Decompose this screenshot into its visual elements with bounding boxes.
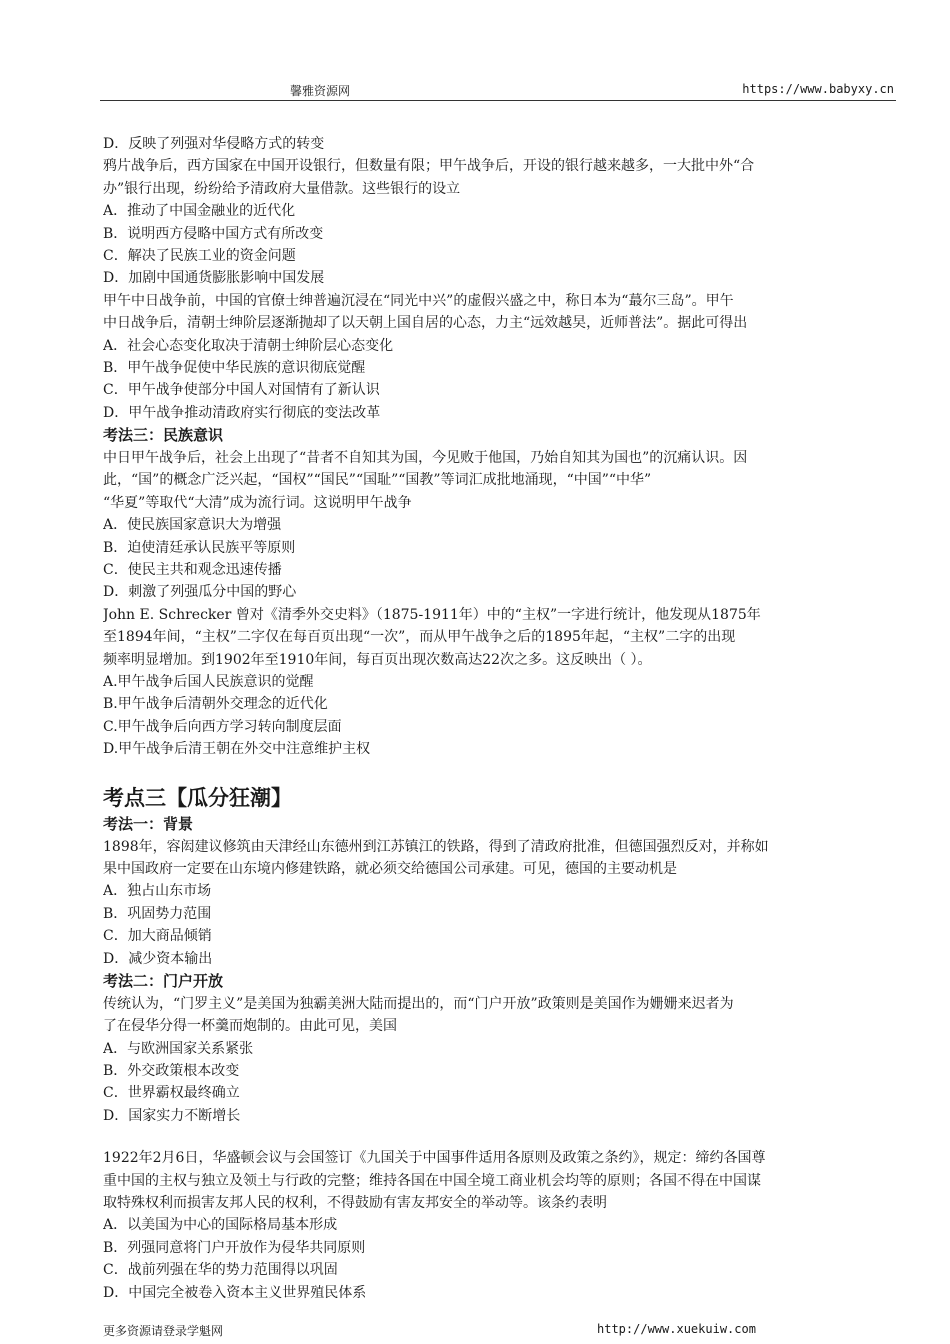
text-line: C.甲午战争后向西方学习转向制度层面	[103, 718, 342, 735]
text-line: B．迫使清廷承认民族平等原则	[103, 539, 296, 556]
text-line: 了在侵华分得一杯羹而炮制的。由此可见，美国	[103, 1018, 397, 1035]
text-line: B．外交政策根本改变	[103, 1063, 240, 1080]
text-line: C．使民主共和观念迅速传播	[103, 562, 282, 579]
text-line: 甲午中日战争前，中国的官僚士绅普遍沉浸在“同光中兴”的虚假兴盛之中，称日本为“蕞尔三岛”。甲午	[103, 292, 734, 309]
text-line: C．解决了民族工业的资金问题	[103, 247, 296, 264]
text-line: “华夏”等取代“大清”成为流行词。这说明甲午战争	[103, 494, 412, 511]
text-line: 传统认为，“门罗主义”是美国为独霸美洲大陆而提出的，而“门户开放”政策则是美国作为姗姗来迟者为	[103, 995, 734, 1012]
text-line: A．独占山东市场	[103, 883, 212, 900]
subsection-heading: 考法一：背景	[103, 814, 194, 833]
text-line: D．加剧中国通货膨胀影响中国发展	[103, 270, 325, 287]
text-line: D．反映了列强对华侵略方式的转变	[103, 136, 325, 152]
text-line: A．以美国为中心的国际格局基本形成	[103, 1217, 338, 1234]
header-site-url[interactable]: https://www.babyxy.cn	[742, 82, 894, 96]
text-line: A．使民族国家意识大为增强	[103, 517, 282, 534]
text-line: D．减少资本输出	[103, 950, 213, 967]
text-line: B．甲午战争促使中华民族的意识彻底觉醒	[103, 359, 366, 376]
text-line: 办”银行出现，纷纷给予清政府大量借款。这些银行的设立	[103, 180, 461, 197]
text-line: John E. Schrecker 曾对《清季外交史料》（1875-1911年）中的“主权”一字进行统计，他发现从1875年	[103, 606, 761, 623]
text-line: D．甲午战争推动清政府实行彻底的变法改革	[103, 404, 381, 421]
document-body	[103, 133, 893, 1304]
text-line: 频率明显增加。到1902年至1910年间，每百页出现次数高达22次之多。这反映出（ ）。	[103, 651, 652, 668]
text-line: C．世界霸权最终确立	[103, 1085, 240, 1102]
text-line: D．国家实力不断增长	[103, 1107, 241, 1124]
page-footer	[100, 1322, 896, 1340]
text-line: 1898年，容闳建议修筑由天津经山东德州到江苏镇江的铁路，得到了清政府批准，但德国强烈反对，并称如	[103, 838, 769, 855]
text-line: B．巩固势力范围	[103, 905, 212, 922]
footer-url[interactable]: http://www.xuekuiw.com	[597, 1322, 756, 1336]
text-line: B．列强同意将门户开放作为侵华共同原则	[103, 1239, 366, 1256]
footer-text: 更多资源请登录学魁网	[103, 1324, 224, 1338]
section-heading: 考点三【瓜分狂潮】	[103, 785, 292, 810]
page-header	[100, 80, 896, 101]
text-line: C．甲午战争使部分中国人对国情有了新认识	[103, 382, 380, 399]
text-line: B.甲午战争后清朝外交理念的近代化	[103, 696, 328, 713]
text-line: A．与欧洲国家关系紧张	[103, 1040, 254, 1057]
text-line: 此，“国”的概念广泛兴起，“国权”“国民”“国耻”“国教”等词汇成批地涌现，“中国”“中华”	[103, 472, 652, 489]
text-line: 1922年2月6日，华盛顿会议与会国签订《九国关于中国事件适用各原则及政策之条约》，规定：缔约各国尊	[103, 1150, 766, 1167]
text-line: 鸦片战争后，西方国家在中国开设银行，但数量有限；甲午战争后，开设的银行越来越多，一大批中外“合	[103, 158, 755, 175]
text-line: A.甲午战争后国人民族意识的觉醒	[103, 673, 314, 690]
text-line: B．说明西方侵略中国方式有所改变	[103, 225, 324, 242]
text-line: A．社会心态变化取决于清朝士绅阶层心态变化	[103, 337, 394, 354]
text-line: 中日战争后，清朝士绅阶层逐渐抛却了以天朝上国自居的心态，力主“远效越旲，近师普法”。据此可得出	[103, 315, 748, 332]
text-line: 重中国的主权与独立及领土与行政的完整；维持各国在中国全境工商业机会均等的原则；各国不得在中国谋	[103, 1172, 761, 1189]
header-site-name: 馨雅资源网	[290, 84, 351, 98]
text-line: A．推动了中国金融业的近代化	[103, 203, 296, 220]
blank-line	[103, 1127, 893, 1147]
text-line: D．中国完全被卷入资本主义世界殖民体系	[103, 1284, 367, 1301]
text-line: D.甲午战争后清王朝在外交中注意维护主权	[103, 741, 371, 758]
text-line: D．刺激了列强瓜分中国的野心	[103, 584, 297, 601]
text-line: C．战前列强在华的势力范围得以巩固	[103, 1262, 338, 1279]
text-line: 取特殊权利而损害友邦人民的权利，不得鼓励有害友邦安全的举动等。该条约表明	[103, 1195, 607, 1212]
subsection-heading: 考法二：门户开放	[103, 971, 224, 990]
text-line: C．加大商品倾销	[103, 928, 212, 945]
text-line: 中日甲午战争后，社会上出现了“昔者不自知其为国，今见败于他国，乃始自知其为国也”的沉痛认识。因	[103, 450, 748, 467]
subsection-heading: 考法三：民族意识	[103, 426, 224, 445]
text-line: 至1894年间，“主权”二字仅在每百页出现“一次”，而从甲午战争之后的1895年起，“主权”二字的出现	[103, 629, 736, 646]
text-line: 果中国政府一定要在山东境内修建铁路，就必须交给德国公司承建。可见，德国的主要动机是	[103, 860, 677, 877]
